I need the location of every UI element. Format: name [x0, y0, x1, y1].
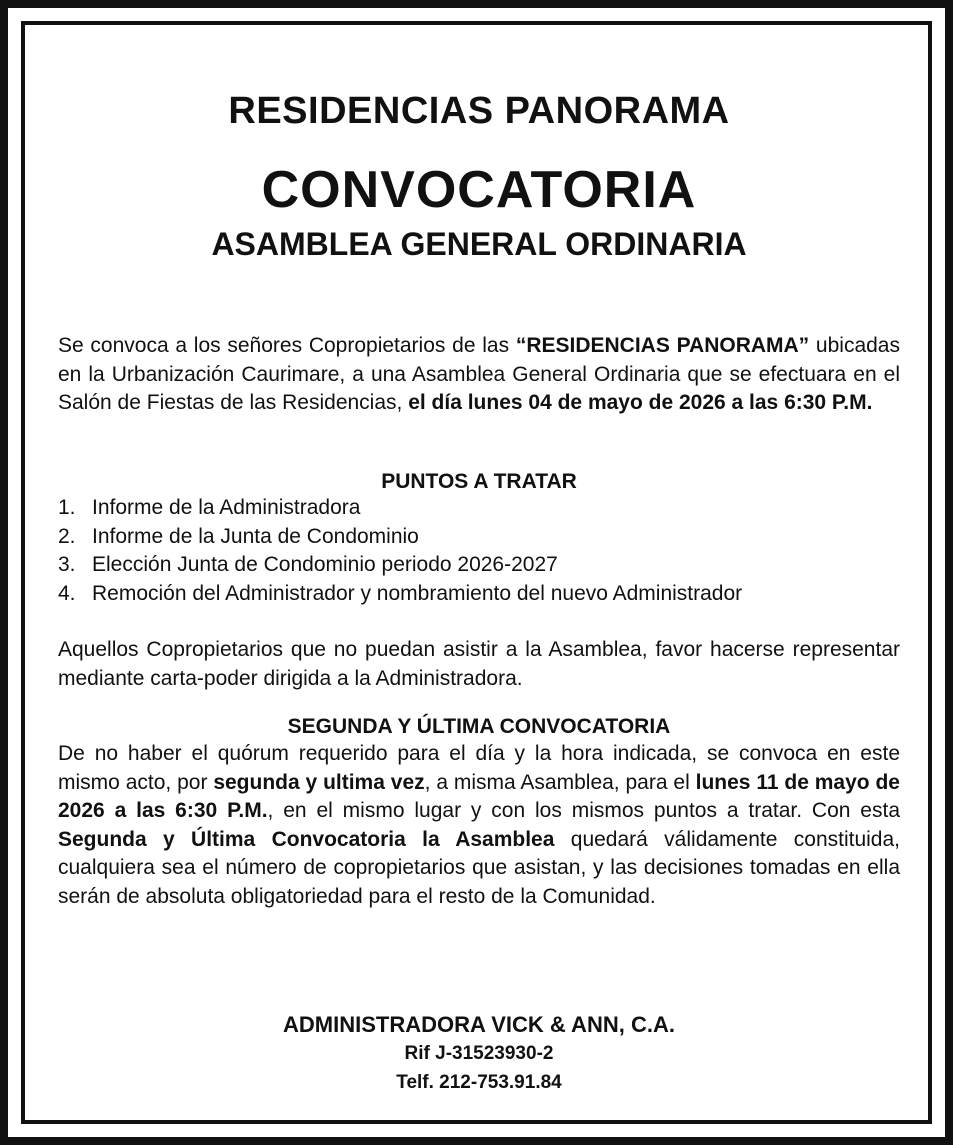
signature-rif: Rif J-31523930-2 — [404, 1043, 554, 1064]
second-call-text-4: quedará válidamente constituida, cualquiera sea el número de copropietarios que asistan, y las decisiones tomadas en ella serán de absoluta obligatoriedad para el resto de la Comunidad. — [58, 827, 900, 908]
agenda-title: PUNTOS A TRATAR — [381, 470, 577, 493]
intro-bold-1: “RESIDENCIAS PANORAMA” — [515, 334, 810, 357]
item-text: Informe de la Junta de Condominio — [92, 524, 419, 548]
item-number: 1. — [58, 496, 76, 519]
list-item — [58, 494, 742, 523]
intro-bold-2: el día lunes 04 de mayo de 2026 a las 6:30 P.M. — [408, 391, 873, 414]
item-number: 2. — [58, 524, 76, 548]
proxy-paragraph: Aquellos Copropietarios que no puedan asistir a la Asamblea, favor hacerse representar mediante carta-poder dirigida a la Administradora. — [58, 638, 900, 690]
item-number: 4. — [58, 581, 76, 605]
notice-title: CONVOCATORIA — [261, 161, 697, 219]
intro-text-1: Se convoca a los señores Copropietarios de las — [58, 334, 516, 357]
intro-paragraph — [58, 332, 900, 418]
item-number: 3. — [58, 553, 76, 576]
intro-text-2: ubicadas en la Urbanización Caurimare, a una Asamblea General Ordinaria que se efectuara en el Salón de Fiestas de las Residencias, — [58, 334, 900, 414]
org-name: RESIDENCIAS PANORAMA — [228, 90, 730, 132]
list-item — [58, 551, 742, 580]
list-item — [58, 580, 742, 609]
signature-company: ADMINISTRADORA VICK & ANN, C.A. — [283, 1012, 675, 1037]
item-text: Remoción del Administrador y nombramiento del nuevo Administrador — [92, 581, 743, 605]
second-call-text-3: , en el mismo lugar y con los mismos puntos a tratar. Con esta — [267, 799, 901, 822]
second-call-bold-2: lunes 11 de mayo de 2026 a las 6:30 P.M. — [58, 770, 900, 822]
signature-phone: Telf. 212-753.91.84 — [396, 1072, 562, 1093]
second-call-paragraph — [58, 740, 900, 911]
item-text: Informe de la Administradora — [92, 496, 361, 519]
second-call-title: SEGUNDA Y ÚLTIMA CONVOCATORIA — [287, 715, 671, 738]
agenda-list — [58, 494, 742, 608]
notice-subtitle: ASAMBLEA GENERAL ORDINARIA — [211, 226, 747, 262]
second-call-bold-1: segunda y ultima vez — [213, 770, 425, 794]
second-call-text-1: De no haber el quórum requerido para el día y la hora indicada, se convoca en este mismo acto, por — [58, 742, 900, 794]
list-item — [58, 523, 742, 552]
item-text: Elección Junta de Condominio periodo 2026-2027 — [92, 553, 558, 576]
second-call-bold-3: Segunda y Última Convocatoria la Asamblea — [58, 827, 555, 851]
second-call-text-2: , a misma Asamblea, para el — [424, 770, 696, 794]
